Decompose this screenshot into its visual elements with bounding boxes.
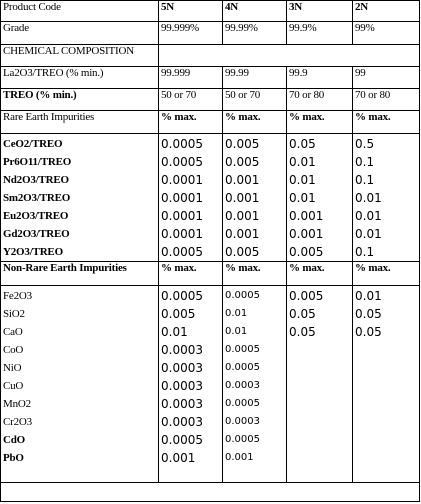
- chemical-composition-title: CHEMICAL COMPOSITION: [1, 45, 159, 67]
- nrei-value: 0.005: [289, 289, 324, 303]
- rei-value: 0.5: [355, 137, 375, 151]
- footer-cell: [1, 483, 420, 502]
- nrei-value: 0.01: [225, 326, 248, 337]
- rare-earth-header-row: [1, 111, 420, 134]
- nrei-value: 0.0005: [225, 362, 260, 373]
- nrei-value: 0.0005: [161, 289, 203, 303]
- rei-value: 0.0001: [161, 191, 203, 205]
- rei-value: 0.001: [289, 227, 324, 241]
- rei-label: Pr6O11/TREO: [3, 156, 72, 168]
- rei-value: 0.001: [289, 209, 324, 223]
- nrei-value: 0.01: [225, 308, 248, 319]
- nrei-unit-3n: % max.: [287, 262, 353, 286]
- non-rare-earth-4n-cell: [223, 286, 287, 483]
- nrei-value: 0.05: [355, 325, 382, 339]
- treo-3n: 70 or 80: [287, 89, 353, 111]
- rare-earth-2n-cell: [353, 134, 420, 262]
- nrei-value: 0.0005: [225, 344, 260, 355]
- rei-value: 0.1: [355, 155, 375, 169]
- la2o3-3n: 99.9: [287, 67, 353, 89]
- product-code-label: Product Code: [1, 1, 159, 22]
- rei-unit-2n: % max.: [353, 111, 420, 134]
- nrei-value: 0.05: [289, 307, 316, 321]
- treo-4n: 50 or 70: [223, 89, 287, 111]
- rare-earth-values-row: [1, 134, 420, 262]
- nrei-label: SiO2: [3, 308, 25, 320]
- nrei-value: 0.0003: [161, 379, 203, 393]
- nrei-value: 0.0003: [161, 361, 203, 375]
- rare-earth-impurities-label: Rare Earth Impurities: [1, 111, 159, 134]
- rei-value: 0.01: [289, 173, 316, 187]
- nrei-value: 0.05: [289, 325, 316, 339]
- nrei-value: 0.0005: [225, 434, 260, 445]
- nrei-label: NiO: [3, 362, 22, 374]
- treo-row: [1, 89, 420, 111]
- chemical-composition-row: [1, 45, 420, 67]
- nrei-value: 0.0003: [225, 416, 260, 427]
- rei-value: 0.1: [355, 173, 375, 187]
- nrei-label: CaO: [3, 326, 23, 338]
- rei-label: Eu2O3/TREO: [3, 210, 69, 222]
- non-rare-earth-5n-cell: [159, 286, 223, 483]
- rei-value: 0.0001: [161, 227, 203, 241]
- nrei-label: CoO: [3, 344, 24, 356]
- non-rare-earth-2n-cell: [353, 286, 420, 483]
- rei-value: 0.001: [225, 227, 260, 241]
- rei-value: 0.01: [355, 209, 382, 223]
- nrei-value: 0.0003: [225, 380, 260, 391]
- rei-value: 0.01: [355, 191, 382, 205]
- nrei-label: CuO: [3, 380, 24, 392]
- rei-value: 0.1: [355, 245, 375, 259]
- nrei-value: 0.01: [161, 325, 188, 339]
- code-5n: 5N: [159, 1, 223, 22]
- la2o3-row: [1, 67, 420, 89]
- treo-label: TREO (% min.): [1, 89, 159, 111]
- grade-5n: 99.999%: [159, 22, 223, 45]
- header-row: [1, 1, 420, 22]
- nrei-label: Fe2O3: [3, 290, 32, 302]
- nrei-value: 0.001: [225, 452, 254, 463]
- rei-value: 0.005: [289, 245, 324, 259]
- rare-earth-3n-cell: [287, 134, 353, 262]
- la2o3-label: La2O3/TREO (% min.): [1, 67, 159, 89]
- rei-label: Y2O3/TREO: [3, 246, 63, 258]
- rei-value: 0.001: [225, 209, 260, 223]
- nrei-value: 0.005: [161, 307, 196, 321]
- non-rare-earth-header-row: [1, 262, 420, 286]
- nrei-value: 0.0005: [225, 398, 260, 409]
- nrei-label: PbO: [3, 452, 24, 464]
- code-2n: 2N: [353, 1, 420, 22]
- nrei-value: 0.0003: [161, 397, 203, 411]
- rei-value: 0.0001: [161, 173, 203, 187]
- nrei-label: MnO2: [3, 398, 31, 410]
- rei-value: 0.05: [289, 137, 316, 151]
- rare-earth-5n-cell: [159, 134, 223, 262]
- nrei-label: CdO: [3, 434, 26, 446]
- grade-4n: 99.99%: [223, 22, 287, 45]
- nrei-value: 0.0005: [225, 290, 260, 301]
- la2o3-5n: 99.999: [159, 67, 223, 89]
- non-rare-earth-impurities-label: Non-Rare Earth Impurities: [1, 262, 159, 286]
- rei-label: Sm2O3/TREO: [3, 192, 71, 204]
- rei-value: 0.0005: [161, 137, 203, 151]
- rei-value: 0.0005: [161, 245, 203, 259]
- treo-2n: 70 or 80: [353, 89, 420, 111]
- nrei-label: Cr2O3: [3, 416, 32, 428]
- rare-earth-labels-cell: [1, 134, 159, 262]
- rei-value: 0.0001: [161, 209, 203, 223]
- rei-value: 0.01: [289, 191, 316, 205]
- grade-row: [1, 22, 420, 45]
- nrei-value: 0.01: [355, 289, 382, 303]
- nrei-unit-2n: % max.: [353, 262, 420, 286]
- rei-label: CeO2/TREO: [3, 138, 63, 150]
- nrei-unit-4n: % max.: [223, 262, 287, 286]
- rei-unit-5n: % max.: [159, 111, 223, 134]
- nrei-value: 0.05: [355, 307, 382, 321]
- rei-value: 0.001: [225, 173, 260, 187]
- grade-2n: 99%: [353, 22, 420, 45]
- rei-value: 0.01: [289, 155, 316, 169]
- rei-value: 0.0005: [161, 155, 203, 169]
- rei-unit-3n: % max.: [287, 111, 353, 134]
- nrei-value: 0.0005: [161, 433, 203, 447]
- rei-value: 0.005: [225, 245, 260, 259]
- code-3n: 3N: [287, 1, 353, 22]
- non-rare-earth-values-row: [1, 286, 420, 483]
- rei-label: Gd2O3/TREO: [3, 228, 70, 240]
- rei-value: 0.005: [225, 155, 260, 169]
- treo-5n: 50 or 70: [159, 89, 223, 111]
- rare-earth-4n-cell: [223, 134, 287, 262]
- nrei-unit-5n: % max.: [159, 262, 223, 286]
- code-4n: 4N: [223, 1, 287, 22]
- la2o3-4n: 99.99: [223, 67, 287, 89]
- rei-label: Nd2O3/TREO: [3, 174, 69, 186]
- rei-unit-4n: % max.: [223, 111, 287, 134]
- non-rare-earth-3n-cell: [287, 286, 353, 483]
- grade-label: Grade: [1, 22, 159, 45]
- grade-3n: 99.9%: [287, 22, 353, 45]
- chemical-composition-blank: [159, 45, 420, 67]
- rei-value: 0.01: [355, 227, 382, 241]
- nrei-value: 0.0003: [161, 415, 203, 429]
- nrei-value: 0.001: [161, 451, 196, 465]
- nrei-value: 0.0003: [161, 343, 203, 357]
- non-rare-earth-labels-cell: [1, 286, 159, 483]
- la2o3-2n: 99: [353, 67, 420, 89]
- rei-value: 0.001: [225, 191, 260, 205]
- footer-row: [1, 483, 420, 502]
- rei-value: 0.005: [225, 137, 260, 151]
